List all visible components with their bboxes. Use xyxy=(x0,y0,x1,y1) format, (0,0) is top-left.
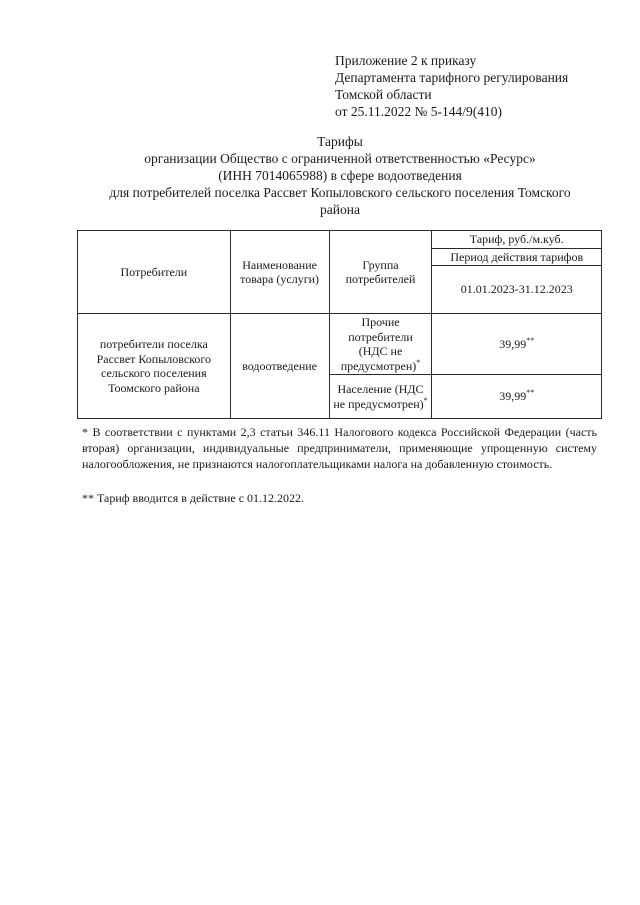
footnote-mark: ** xyxy=(526,388,535,398)
group-name: Прочие потребители (НДС не предусмотрен) xyxy=(340,315,417,373)
appendix-reference xyxy=(335,52,568,120)
title-line: района xyxy=(320,202,360,217)
appendix-line: Томской области xyxy=(335,87,432,102)
row-tariff-other xyxy=(432,314,602,375)
document-title xyxy=(80,133,600,218)
tariff-value: 39,99 xyxy=(499,336,527,351)
footnote-mark: ** xyxy=(526,335,535,345)
row-product: водоотведение xyxy=(230,314,329,419)
footnote-mark: * xyxy=(416,357,421,367)
row-group-other xyxy=(329,314,432,375)
title-heading: Тарифы xyxy=(317,134,363,149)
header-group: Группа потребителей xyxy=(329,231,432,314)
group-name: Население (НДС не предусмотрен) xyxy=(333,382,424,411)
appendix-line: от 25.11.2022 № 5-144/9(410) xyxy=(335,104,502,119)
header-product: Наименование товара (услуги) xyxy=(230,231,329,314)
header-period-value: 01.01.2023-31.12.2023 xyxy=(432,266,602,314)
tariff-table xyxy=(77,230,602,419)
row-group-population xyxy=(329,375,432,419)
row-consumers: потребители поселка Рассвет Копыловского сельского поселения Тоомского района xyxy=(78,314,231,419)
header-period: Период действия тарифов xyxy=(432,248,602,266)
title-line: организации Общество с ограниченной ответственностью «Ресурс» xyxy=(144,151,536,166)
footnote-vat: * В соответствии с пунктами 2,3 статьи 346.11 Налогового кодекса Российской Федерации (часть вторая) организации, индивидуальные предприниматели, применяющие упрощенную систему налогообложения, не признаются налогоплательщиками налога на добавленную стоимость. xyxy=(82,425,597,471)
footnote-mark: * xyxy=(423,395,428,405)
title-line: для потребителей поселка Рассвет Копыловского сельского поселения Томского xyxy=(109,185,571,200)
appendix-line: Приложение 2 к приказу xyxy=(335,53,477,68)
appendix-line: Департамента тарифного регулирования xyxy=(335,70,569,85)
tariff-value: 39,99 xyxy=(499,389,527,404)
row-tariff-population xyxy=(432,375,602,419)
title-line: (ИНН 7014065988) в сфере водоотведения xyxy=(218,168,462,183)
header-consumers: Потребители xyxy=(78,231,231,314)
header-tariff: Тариф, руб./м.куб. xyxy=(432,231,602,249)
footnote-effective-date: ** Тариф вводится в действие с 01.12.2022. xyxy=(82,491,305,505)
